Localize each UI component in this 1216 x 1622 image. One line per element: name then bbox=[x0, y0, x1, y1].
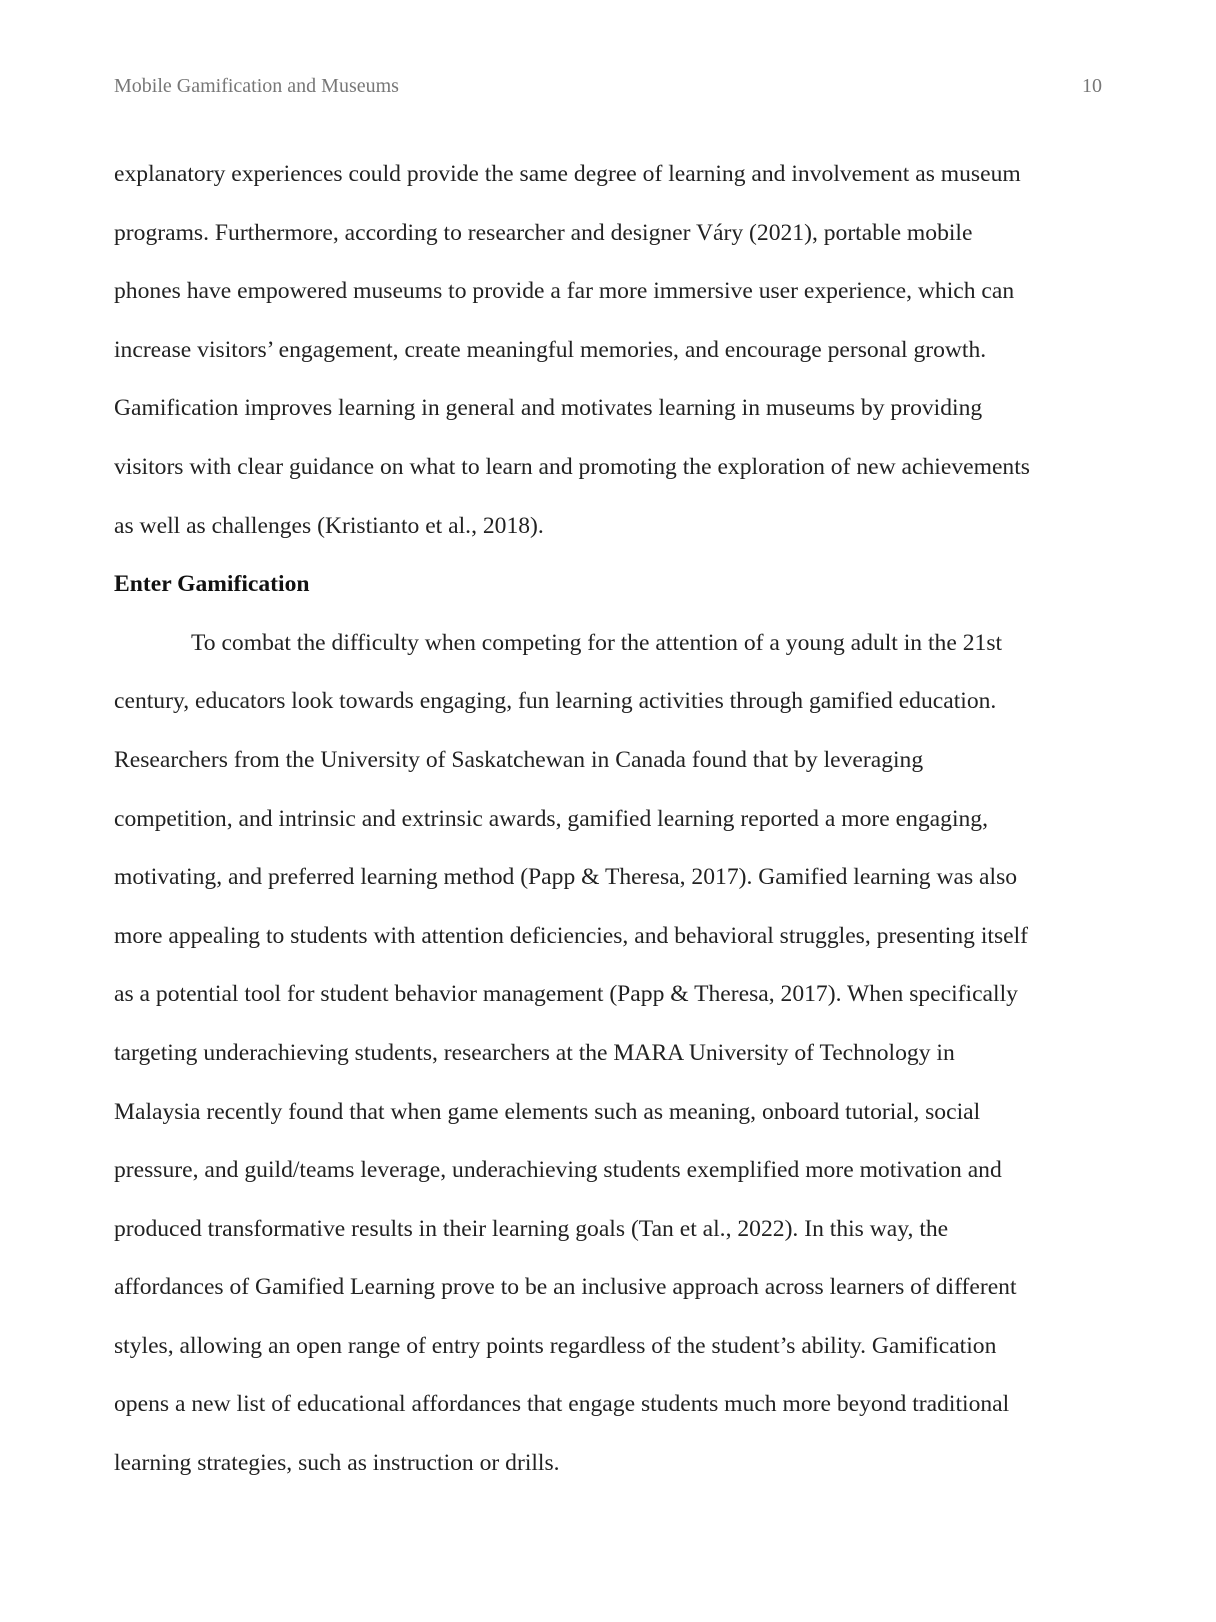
section-heading: Enter Gamification bbox=[114, 571, 310, 598]
text-line: Malaysia recently found that when game elements such as meaning, onboard tutorial, social bbox=[114, 1098, 981, 1125]
text-line: explanatory experiences could provide the same degree of learning and involvement as museum bbox=[114, 161, 1021, 187]
text-line: targeting underachieving students, researchers at the MARA University of Technology in bbox=[114, 1039, 955, 1066]
text-line: opens a new list of educational affordances that engage students much more beyond traditional bbox=[114, 1391, 1010, 1418]
text-line: programs. Furthermore, according to researcher and designer Váry (2021), portable mobile bbox=[114, 219, 973, 246]
text-line: produced transformative results in their learning goals (Tan et al., 2022). In this way, the bbox=[114, 1215, 949, 1242]
text-line: motivating, and preferred learning method (Papp & Theresa, 2017). Gamified learning was also bbox=[114, 864, 1018, 891]
body-text bbox=[114, 145, 1114, 1493]
paragraph-1 bbox=[114, 145, 1114, 555]
running-head: Mobile Gamification and Museums bbox=[114, 75, 399, 97]
text-line: affordances of Gamified Learning prove to be an inclusive approach across learners of different bbox=[114, 1274, 1017, 1301]
text-line: as a potential tool for student behavior management (Papp & Theresa, 2017). When specifically bbox=[114, 981, 1018, 1008]
text-line: pressure, and guild/teams leverage, underachieving students exemplified more motivation and bbox=[114, 1157, 1002, 1184]
text-line: Researchers from the University of Saskatchewan in Canada found that by leveraging bbox=[114, 746, 924, 773]
text-line: learning strategies, such as instruction or drills. bbox=[114, 1450, 560, 1477]
text-line: more appealing to students with attention deficiencies, and behavioral struggles, presenting itself bbox=[114, 922, 1029, 949]
paragraph-2 bbox=[114, 614, 1114, 1493]
text-line: To combat the difficulty when competing for the attention of a young adult in the 21st bbox=[191, 629, 1003, 656]
text-line: as well as challenges (Kristianto et al., 2018). bbox=[114, 512, 544, 539]
text-line: phones have empowered museums to provide a far more immersive user experience, which can bbox=[114, 278, 1015, 305]
text-line: increase visitors’ engagement, create meaningful memories, and encourage personal growth. bbox=[114, 336, 987, 363]
text-line: century, educators look towards engaging, fun learning activities through gamified education. bbox=[114, 688, 997, 715]
text-line: competition, and intrinsic and extrinsic awards, gamified learning reported a more engaging, bbox=[114, 805, 988, 832]
page-number: 10 bbox=[1082, 75, 1102, 97]
text-line: Gamification improves learning in general and motivates learning in museums by providing bbox=[114, 395, 983, 422]
text-line: styles, allowing an open range of entry points regardless of the student’s ability. Gamification bbox=[114, 1332, 997, 1359]
text-line: visitors with clear guidance on what to learn and promoting the exploration of new achievements bbox=[114, 453, 1030, 480]
